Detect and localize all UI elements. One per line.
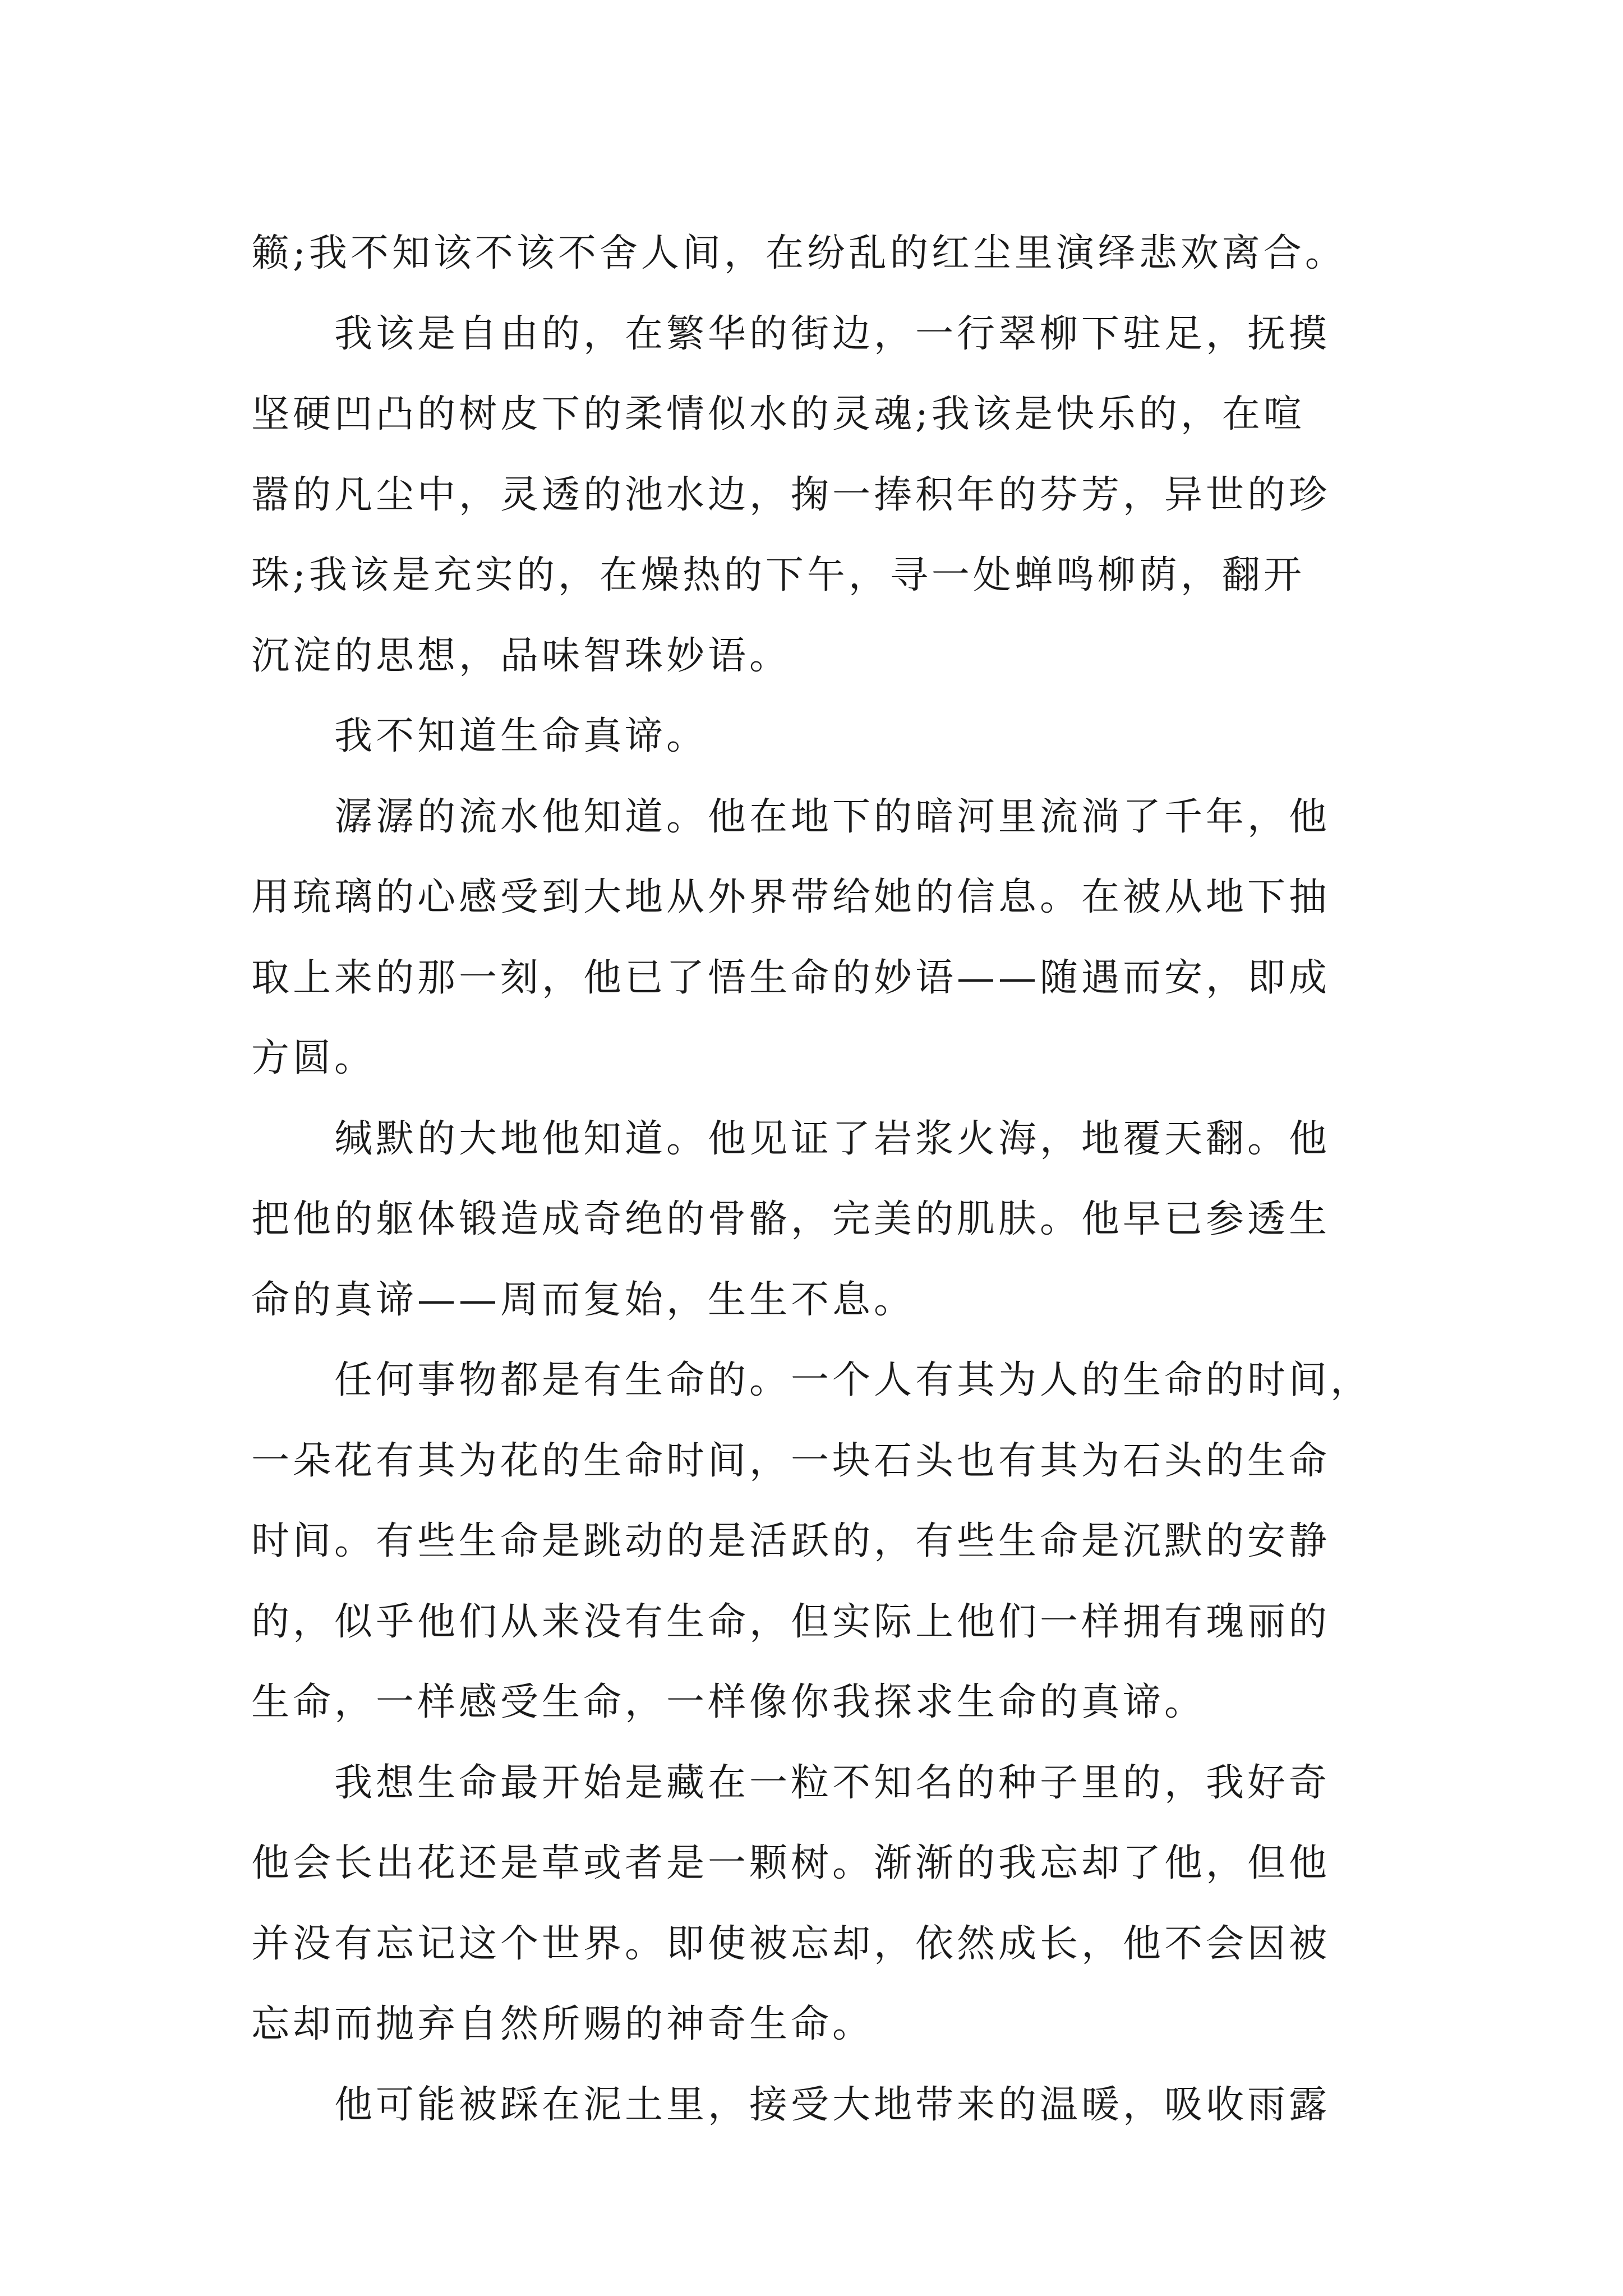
text-line: 方圆。 xyxy=(251,1036,376,1080)
text-line: 珠;我该是充实的，在燥热的下午，寻一处蝉鸣柳荫，翻开 xyxy=(251,553,1305,597)
text-line: 生命，一样感受生命，一样像你我探求生命的真谛。 xyxy=(251,1680,1206,1724)
body-text xyxy=(251,213,1389,2145)
text-line: 我不知道生命真谛。 xyxy=(334,714,708,758)
text-line: 并没有忘记这个世界。即使被忘却，依然成长，他不会因被 xyxy=(251,1921,1331,1966)
text-line: 一朵花有其为花的生命时间，一块石头也有其为石头的生命 xyxy=(251,1438,1331,1483)
text-line: 时间。有些生命是跳动的是活跃的，有些生命是沉默的安静 xyxy=(251,1519,1331,1563)
text-line: 他可能被踩在泥土里，接受大地带来的温暖，吸收雨露 xyxy=(334,2082,1331,2127)
text-line: 忘却而抛弃自然所赐的神奇生命。 xyxy=(251,2002,874,2046)
text-line: 坚硬凹凸的树皮下的柔情似水的灵魂;我该是快乐的，在喧 xyxy=(251,392,1305,436)
text-line: 他会长出花还是草或者是一颗树。渐渐的我忘却了他，但他 xyxy=(251,1841,1331,1885)
text-line: 缄默的大地他知道。他见证了岩浆火海，地覆天翻。他 xyxy=(334,1116,1331,1161)
text-line: 用琉璃的心感受到大地从外界带给她的信息。在被从地下抽 xyxy=(251,875,1331,919)
text-line: 沉淀的思想，品味智珠妙语。 xyxy=(251,633,791,678)
text-line: 籁;我不知该不该不舍人间，在纷乱的红尘里演绎悲欢离合。 xyxy=(251,231,1347,275)
text-line: 潺潺的流水他知道。他在地下的暗河里流淌了千年，他 xyxy=(334,794,1331,839)
text-line: 我想生命最开始是藏在一粒不知名的种子里的，我好奇 xyxy=(334,1760,1331,1805)
text-line: 嚣的凡尘中，灵透的池水边，掬一捧积年的芬芳，异世的珍 xyxy=(251,472,1331,517)
text-line: 取上来的那一刻，他已了悟生命的妙语——随遇而安，即成 xyxy=(251,955,1331,1000)
text-line: 的，似乎他们从来没有生命，但实际上他们一样拥有瑰丽的 xyxy=(251,1599,1331,1644)
text-line: 把他的躯体锻造成奇绝的骨骼，完美的肌肤。他早已参透生 xyxy=(251,1197,1331,1241)
text-line: 任何事物都是有生命的。一个人有其为人的生命的时间， xyxy=(334,1358,1372,1402)
text-line: 我该是自由的，在繁华的街边，一行翠柳下驻足，抚摸 xyxy=(334,311,1331,356)
text-line: 命的真谛——周而复始，生生不息。 xyxy=(251,1277,916,1322)
